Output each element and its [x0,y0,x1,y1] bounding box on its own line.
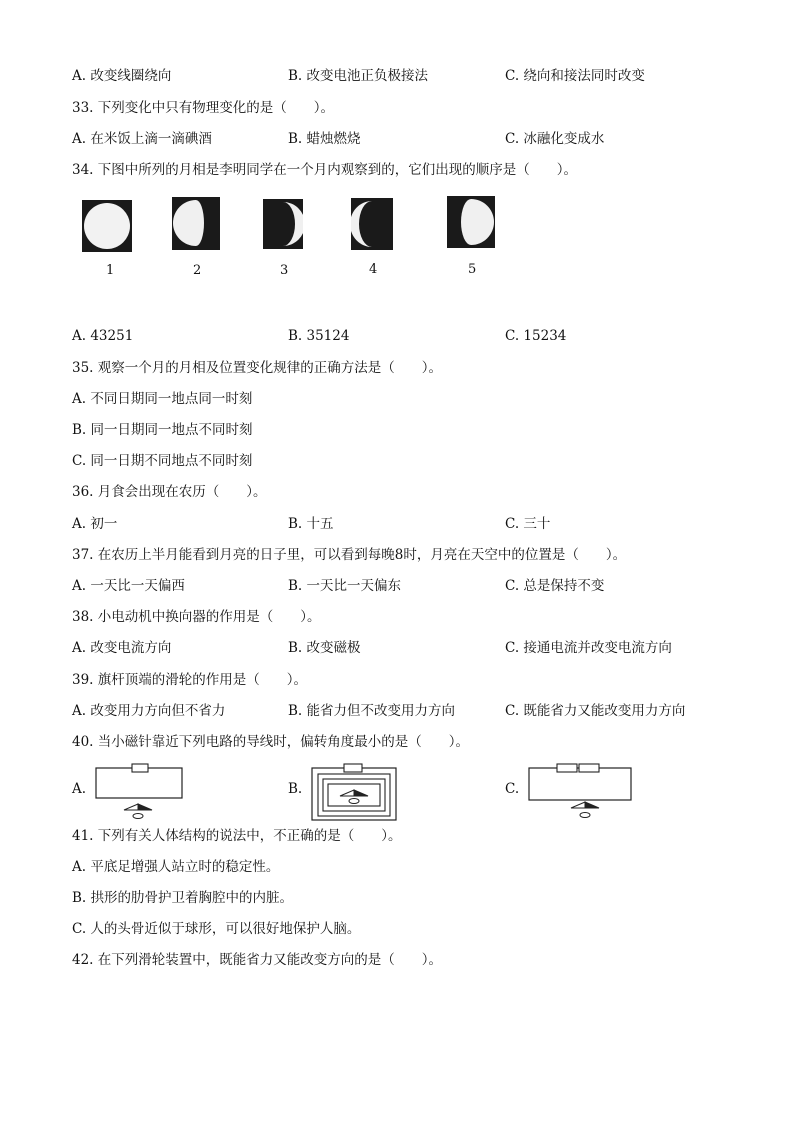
q40-option-a-label: A. [72,781,87,797]
moon-label-4: 4 [369,262,378,277]
q33-option-a: A. 在米饭上滴一滴碘酒 [72,131,212,147]
q41-stem: 41. 下列有关人体结构的说法中，不正确的是（ ）。 [72,828,402,844]
q36-option-a: A. 初一 [72,516,118,532]
q38-option-a: A. 改变电流方向 [72,640,172,656]
moon-phase-4 [351,198,393,250]
q36-option-b: B. 十五 [288,516,334,532]
q37-stem: 37. 在农历上半月能看到月亮的日子里，可以看到每晚8时，月亮在天空中的位置是（ ）。 [72,547,627,563]
q41-option-b: B. 拱形的肋骨护卫着胸腔中的内脏。 [72,890,294,906]
moon-phase-1 [82,200,132,252]
q33-stem: 33. 下列变化中只有物理变化的是（ ）。 [72,100,335,116]
q39-option-c: C. 既能省力又能改变用力方向 [505,703,686,719]
q40-stem: 40. 当小磁针靠近下列电路的导线时，偏转角度最小的是（ ）。 [72,734,470,750]
moon-phase-2 [172,197,220,250]
moon-label-1: 1 [106,263,115,278]
q37-option-a: A. 一天比一天偏西 [72,578,185,594]
q34-stem: 34. 下图中所列的月相是李明同学在一个月内观察到的，它们出现的顺序是（ ）。 [72,162,578,178]
q38-option-b: B. 改变磁极 [288,640,361,656]
circuit-c-diagram [527,760,635,822]
q41-option-c: C. 人的头骨近似于球形，可以很好地保护人脑。 [72,921,361,937]
q33-option-b: B. 蜡烛燃烧 [288,131,361,147]
q34-option-a: A. 43251 [72,328,134,344]
q40-option-b-label: B. [288,781,303,797]
q37-option-b: B. 一天比一天偏东 [288,578,402,594]
moon-label-2: 2 [193,263,202,278]
q39-option-a: A. 改变用力方向但不省力 [72,703,226,719]
q35-option-c: C. 同一日期不同地点不同时刻 [72,453,253,469]
moon-label-5: 5 [468,262,477,277]
circuit-a-diagram [94,760,186,820]
q36-option-c: C. 三十 [505,516,551,532]
q33-option-c: C. 冰融化变成水 [505,131,605,147]
q39-stem: 39. 旗杆顶端的滑轮的作用是（ ）。 [72,672,308,688]
q34-option-b: B. 35124 [288,328,350,344]
q38-option-c: C. 接通电流并改变电流方向 [505,640,672,656]
q32-option-b: B. 改变电池正负极接法 [288,68,429,84]
q42-stem: 42. 在下列滑轮装置中，既能省力又能改变方向的是（ ）。 [72,952,443,968]
q38-stem: 38. 小电动机中换向器的作用是（ ）。 [72,609,321,625]
q36-stem: 36. 月食会出现在农历（ ）。 [72,484,267,500]
moon-label-3: 3 [280,263,289,278]
q35-option-a: A. 不同日期同一地点同一时刻 [72,391,253,407]
q40-option-c-label: C. [505,781,520,797]
q39-option-b: B. 能省力但不改变用力方向 [288,703,456,719]
q35-option-b: B. 同一日期同一地点不同时刻 [72,422,253,438]
q37-option-c: C. 总是保持不变 [505,578,605,594]
moon-phase-3 [263,199,303,249]
q34-option-c: C. 15234 [505,328,567,344]
moon-phase-5 [447,196,495,248]
q35-stem: 35. 观察一个月的月相及位置变化规律的正确方法是（ ）。 [72,360,443,376]
q32-option-c: C. 绕向和接法同时改变 [505,68,645,84]
q32-option-a: A. 改变线圈绕向 [72,68,172,84]
q41-option-a: A. 平底足增强人站立时的稳定性。 [72,859,280,875]
circuit-b-diagram [310,760,398,822]
